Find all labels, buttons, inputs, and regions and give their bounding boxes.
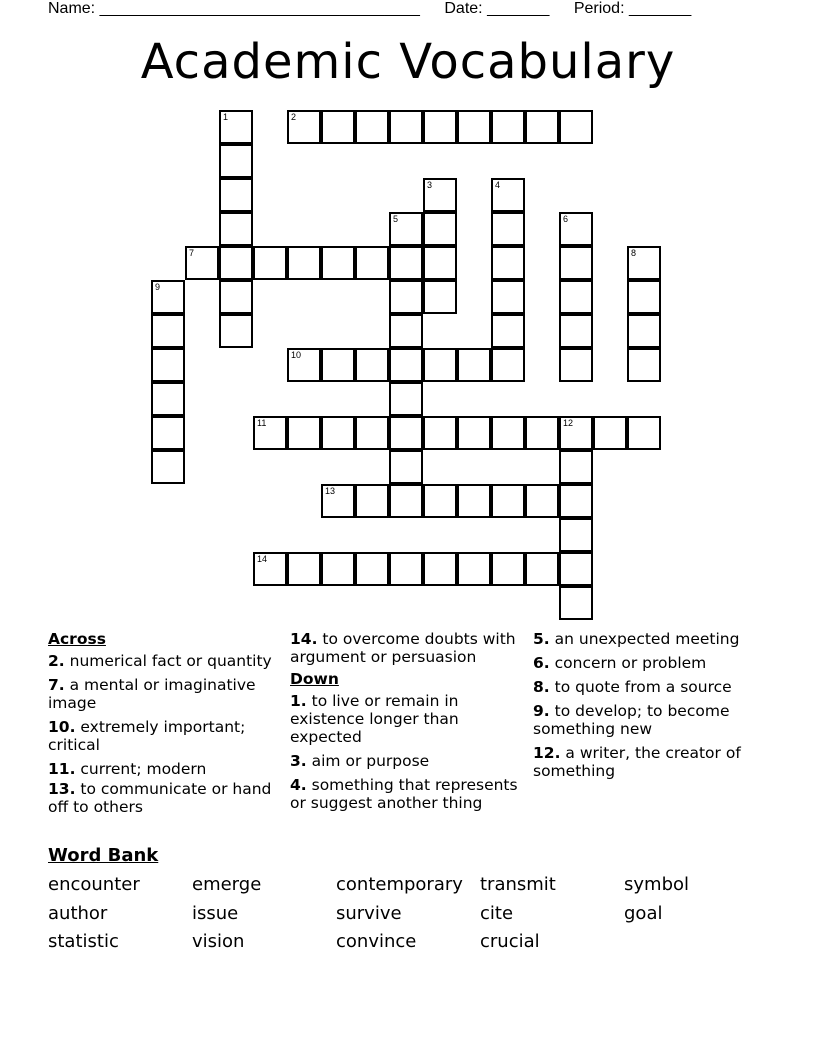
grid-cell[interactable] bbox=[355, 348, 389, 382]
word-bank-item: transmit bbox=[480, 874, 556, 895]
grid-cell[interactable] bbox=[321, 416, 355, 450]
grid-cell[interactable] bbox=[389, 314, 423, 348]
clue-number: 6 bbox=[563, 214, 569, 224]
grid-cell[interactable] bbox=[559, 518, 593, 552]
grid-cell[interactable] bbox=[559, 484, 593, 518]
word-bank-item: statistic bbox=[48, 931, 119, 952]
grid-cell[interactable] bbox=[525, 552, 559, 586]
grid-cell[interactable] bbox=[423, 178, 457, 212]
grid-cell[interactable] bbox=[321, 348, 355, 382]
clue-across-2: 2. numerical fact or quantity bbox=[48, 652, 272, 670]
grid-cell[interactable] bbox=[321, 484, 355, 518]
clue-number: 7 bbox=[189, 248, 195, 258]
clue-across-14: 14. to overcome doubts with argument or persuasion bbox=[290, 630, 516, 666]
clue-down-8: 8. to quote from a source bbox=[533, 678, 732, 696]
grid-cell[interactable] bbox=[151, 416, 185, 450]
grid-cell[interactable] bbox=[185, 246, 219, 280]
grid-cell[interactable] bbox=[151, 280, 185, 314]
down-heading: Down bbox=[290, 670, 339, 688]
grid-cell[interactable] bbox=[423, 416, 457, 450]
clue-number: 5 bbox=[393, 214, 399, 224]
grid-cell[interactable] bbox=[457, 348, 491, 382]
grid-cell[interactable] bbox=[219, 246, 253, 280]
grid-cell[interactable] bbox=[491, 110, 525, 144]
grid-cell[interactable] bbox=[559, 586, 593, 620]
grid-cell[interactable] bbox=[219, 314, 253, 348]
clue-number: 3 bbox=[427, 180, 433, 190]
grid-cell[interactable] bbox=[627, 246, 661, 280]
grid-cell[interactable] bbox=[151, 348, 185, 382]
grid-cell[interactable] bbox=[287, 552, 321, 586]
grid-cell[interactable] bbox=[559, 280, 593, 314]
word-bank-item: symbol bbox=[624, 874, 690, 895]
clue-down-3: 3. aim or purpose bbox=[290, 752, 430, 770]
clue-number: 8 bbox=[631, 248, 637, 258]
grid-cell[interactable] bbox=[559, 416, 593, 450]
clue-down-12: 12. a writer, the creator of something bbox=[533, 744, 741, 780]
word-bank-item: contemporary bbox=[336, 874, 463, 895]
grid-cell[interactable] bbox=[355, 416, 389, 450]
grid-cell[interactable] bbox=[355, 110, 389, 144]
grid-cell[interactable] bbox=[559, 348, 593, 382]
grid-cell[interactable] bbox=[253, 246, 287, 280]
grid-cell[interactable] bbox=[389, 416, 423, 450]
period-field[interactable]: Period: _______ bbox=[573, 0, 692, 17]
grid-cell[interactable] bbox=[423, 280, 457, 314]
clue-number: 14 bbox=[257, 554, 268, 564]
grid-cell[interactable] bbox=[457, 552, 491, 586]
grid-cell[interactable] bbox=[355, 484, 389, 518]
word-bank-item: emerge bbox=[192, 874, 262, 895]
grid-cell[interactable] bbox=[525, 416, 559, 450]
grid-cell[interactable] bbox=[389, 348, 423, 382]
word-bank-item: cite bbox=[480, 903, 514, 924]
clue-number: 10 bbox=[291, 350, 302, 360]
grid-cell[interactable] bbox=[423, 212, 457, 246]
clue-across-13: 13. to communicate or hand off to others bbox=[48, 780, 272, 816]
grid-cell[interactable] bbox=[525, 110, 559, 144]
grid-cell[interactable] bbox=[457, 484, 491, 518]
word-bank-item: issue bbox=[192, 903, 239, 924]
date-field[interactable]: Date: _______ bbox=[444, 0, 550, 17]
grid-cell[interactable] bbox=[559, 110, 593, 144]
clue-number: 11 bbox=[257, 418, 267, 428]
word-bank-item: author bbox=[48, 903, 108, 924]
clue-number: 13 bbox=[325, 486, 336, 496]
grid-cell[interactable] bbox=[423, 110, 457, 144]
clue-number: 4 bbox=[495, 180, 501, 190]
grid-cell[interactable] bbox=[491, 416, 525, 450]
across-heading: Across bbox=[48, 630, 106, 648]
grid-cell[interactable] bbox=[559, 246, 593, 280]
grid-cell[interactable] bbox=[491, 484, 525, 518]
grid-cell[interactable] bbox=[389, 280, 423, 314]
grid-cell[interactable] bbox=[423, 246, 457, 280]
grid-cell[interactable] bbox=[355, 246, 389, 280]
grid-cell[interactable] bbox=[389, 110, 423, 144]
grid-cell[interactable] bbox=[423, 348, 457, 382]
grid-cell[interactable] bbox=[287, 348, 321, 382]
grid-cell[interactable] bbox=[457, 416, 491, 450]
grid-cell[interactable] bbox=[491, 348, 525, 382]
grid-cell[interactable] bbox=[491, 178, 525, 212]
grid-cell[interactable] bbox=[321, 110, 355, 144]
header bbox=[48, 0, 691, 18]
grid-cell[interactable] bbox=[627, 348, 661, 382]
clue-across-10: 10. extremely important; critical bbox=[48, 718, 246, 754]
grid-cell[interactable] bbox=[593, 416, 627, 450]
clue-number: 9 bbox=[155, 282, 161, 292]
grid-cell[interactable] bbox=[219, 280, 253, 314]
grid-cell[interactable] bbox=[491, 212, 525, 246]
word-bank-title: Word Bank bbox=[48, 845, 159, 866]
grid-cell[interactable] bbox=[389, 484, 423, 518]
clues-col2 bbox=[290, 630, 525, 818]
grid-cell[interactable] bbox=[491, 280, 525, 314]
word-bank-item: crucial bbox=[480, 931, 540, 952]
word-bank-item: survive bbox=[336, 903, 402, 924]
clue-number: 1 bbox=[223, 112, 229, 122]
clue-down-1: 1. to live or remain in existence longer than expected bbox=[290, 692, 459, 746]
grid-cell[interactable] bbox=[219, 178, 253, 212]
clue-across-11: 11. current; modern bbox=[48, 760, 207, 778]
grid-cell[interactable] bbox=[321, 552, 355, 586]
word-bank-item: vision bbox=[192, 931, 245, 952]
clue-down-9: 9. to develop; to become something new bbox=[533, 702, 730, 738]
grid-cell[interactable] bbox=[559, 552, 593, 586]
grid-cell[interactable] bbox=[491, 552, 525, 586]
grid-cell[interactable] bbox=[151, 382, 185, 416]
grid-cell[interactable] bbox=[559, 450, 593, 484]
clue-across-7: 7. a mental or imaginative image bbox=[48, 676, 256, 712]
grid-cell[interactable] bbox=[559, 314, 593, 348]
word-bank-item: goal bbox=[624, 903, 663, 924]
grid-cell[interactable] bbox=[219, 110, 253, 144]
grid-cell[interactable] bbox=[491, 314, 525, 348]
clue-down-4: 4. something that represents or suggest another thing bbox=[290, 776, 518, 812]
grid-cell[interactable] bbox=[389, 246, 423, 280]
grid-cell[interactable] bbox=[287, 246, 321, 280]
grid-cell[interactable] bbox=[321, 246, 355, 280]
grid-cell[interactable] bbox=[457, 110, 491, 144]
grid-cell[interactable] bbox=[355, 552, 389, 586]
grid-cell[interactable] bbox=[253, 552, 287, 586]
word-bank-item: encounter bbox=[48, 874, 140, 895]
across-clues-col1 bbox=[48, 630, 278, 822]
grid-cell[interactable] bbox=[627, 314, 661, 348]
grid-cell[interactable] bbox=[151, 314, 185, 348]
clue-down-5: 5. an unexpected meeting bbox=[533, 630, 740, 648]
grid-cell[interactable] bbox=[627, 280, 661, 314]
page-title: Academic Vocabulary bbox=[140, 34, 676, 90]
down-clues-col3 bbox=[533, 630, 773, 786]
grid-cell[interactable] bbox=[525, 484, 559, 518]
grid-cell[interactable] bbox=[423, 552, 457, 586]
name-field[interactable]: Name: ____________________________________ bbox=[48, 0, 420, 17]
grid-cell[interactable] bbox=[287, 416, 321, 450]
grid-cell[interactable] bbox=[389, 382, 423, 416]
grid-cell[interactable] bbox=[559, 212, 593, 246]
grid-cell[interactable] bbox=[389, 212, 423, 246]
grid-cell[interactable] bbox=[253, 416, 287, 450]
word-bank-item: convince bbox=[336, 931, 417, 952]
grid-cell[interactable] bbox=[389, 552, 423, 586]
grid-cell[interactable] bbox=[389, 450, 423, 484]
grid-cell[interactable] bbox=[151, 450, 185, 484]
grid-cell[interactable] bbox=[287, 110, 321, 144]
clue-number: 2 bbox=[291, 112, 297, 122]
grid-cell[interactable] bbox=[423, 484, 457, 518]
clue-number: 12 bbox=[563, 418, 574, 428]
clue-down-6: 6. concern or problem bbox=[533, 654, 707, 672]
grid-cell[interactable] bbox=[219, 144, 253, 178]
grid-cell[interactable] bbox=[627, 416, 661, 450]
grid-cell[interactable] bbox=[219, 212, 253, 246]
grid-cell[interactable] bbox=[491, 246, 525, 280]
